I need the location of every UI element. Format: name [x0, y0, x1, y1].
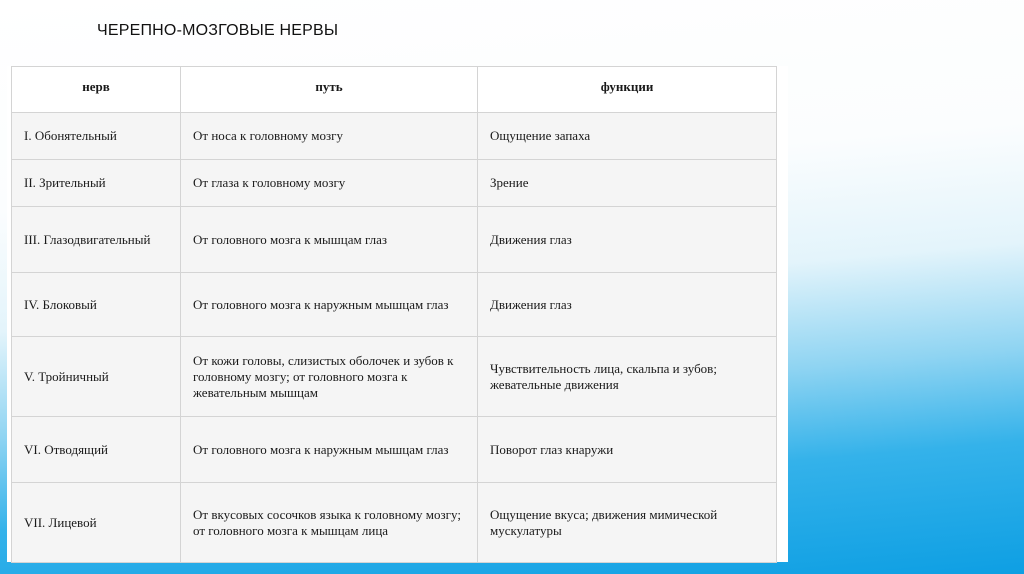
- cell-function: Поворот глаз кнаружи: [478, 417, 777, 483]
- cell-path: От носа к головному мозгу: [181, 113, 478, 160]
- header-path: путь: [181, 67, 478, 113]
- cell-nerve: I. Обонятельный: [12, 113, 181, 160]
- cell-function: Движения глаз: [478, 273, 777, 337]
- table-row: [12, 207, 777, 273]
- cell-function: Чувствительность лица, скальпа и зубов; жевательные движения: [478, 337, 777, 417]
- table-row: [12, 483, 777, 563]
- cell-path: От головного мозга к наружным мышцам глаз: [181, 417, 478, 483]
- table-row: [12, 417, 777, 483]
- cell-path: От вкусовых сосочков языка к головному мозгу; от головного мозга к мышцам лица: [181, 483, 478, 563]
- table-row: [12, 337, 777, 417]
- header-function: функции: [478, 67, 777, 113]
- header-nerve: нерв: [12, 67, 181, 113]
- cell-nerve: III. Глазодвигательный: [12, 207, 181, 273]
- cell-path: От головного мозга к мышцам глаз: [181, 207, 478, 273]
- table-row: [12, 113, 777, 160]
- cranial-nerves-table: [11, 66, 777, 563]
- table-header-row: [12, 67, 777, 113]
- table-row: [12, 273, 777, 337]
- cell-nerve: VII. Лицевой: [12, 483, 181, 563]
- cell-nerve: V. Тройничный: [12, 337, 181, 417]
- cell-nerve: VI. Отводящий: [12, 417, 181, 483]
- cell-function: Ощущение вкуса; движения мимической мускулатуры: [478, 483, 777, 563]
- cell-function: Движения глаз: [478, 207, 777, 273]
- cell-nerve: IV. Блоковый: [12, 273, 181, 337]
- cranial-nerves-table-panel: [7, 66, 788, 562]
- cell-nerve: II. Зрительный: [12, 160, 181, 207]
- cell-function: Ощущение запаха: [478, 113, 777, 160]
- table-row: [12, 160, 777, 207]
- cell-function: Зрение: [478, 160, 777, 207]
- cell-path: От кожи головы, слизистых оболочек и зубов к головному мозгу; от головного мозга к жевательным мышцам: [181, 337, 478, 417]
- cell-path: От головного мозга к наружным мышцам глаз: [181, 273, 478, 337]
- slide-title: ЧЕРЕПНО-МОЗГОВЫЕ НЕРВЫ: [97, 22, 339, 39]
- cell-path: От глаза к головному мозгу: [181, 160, 478, 207]
